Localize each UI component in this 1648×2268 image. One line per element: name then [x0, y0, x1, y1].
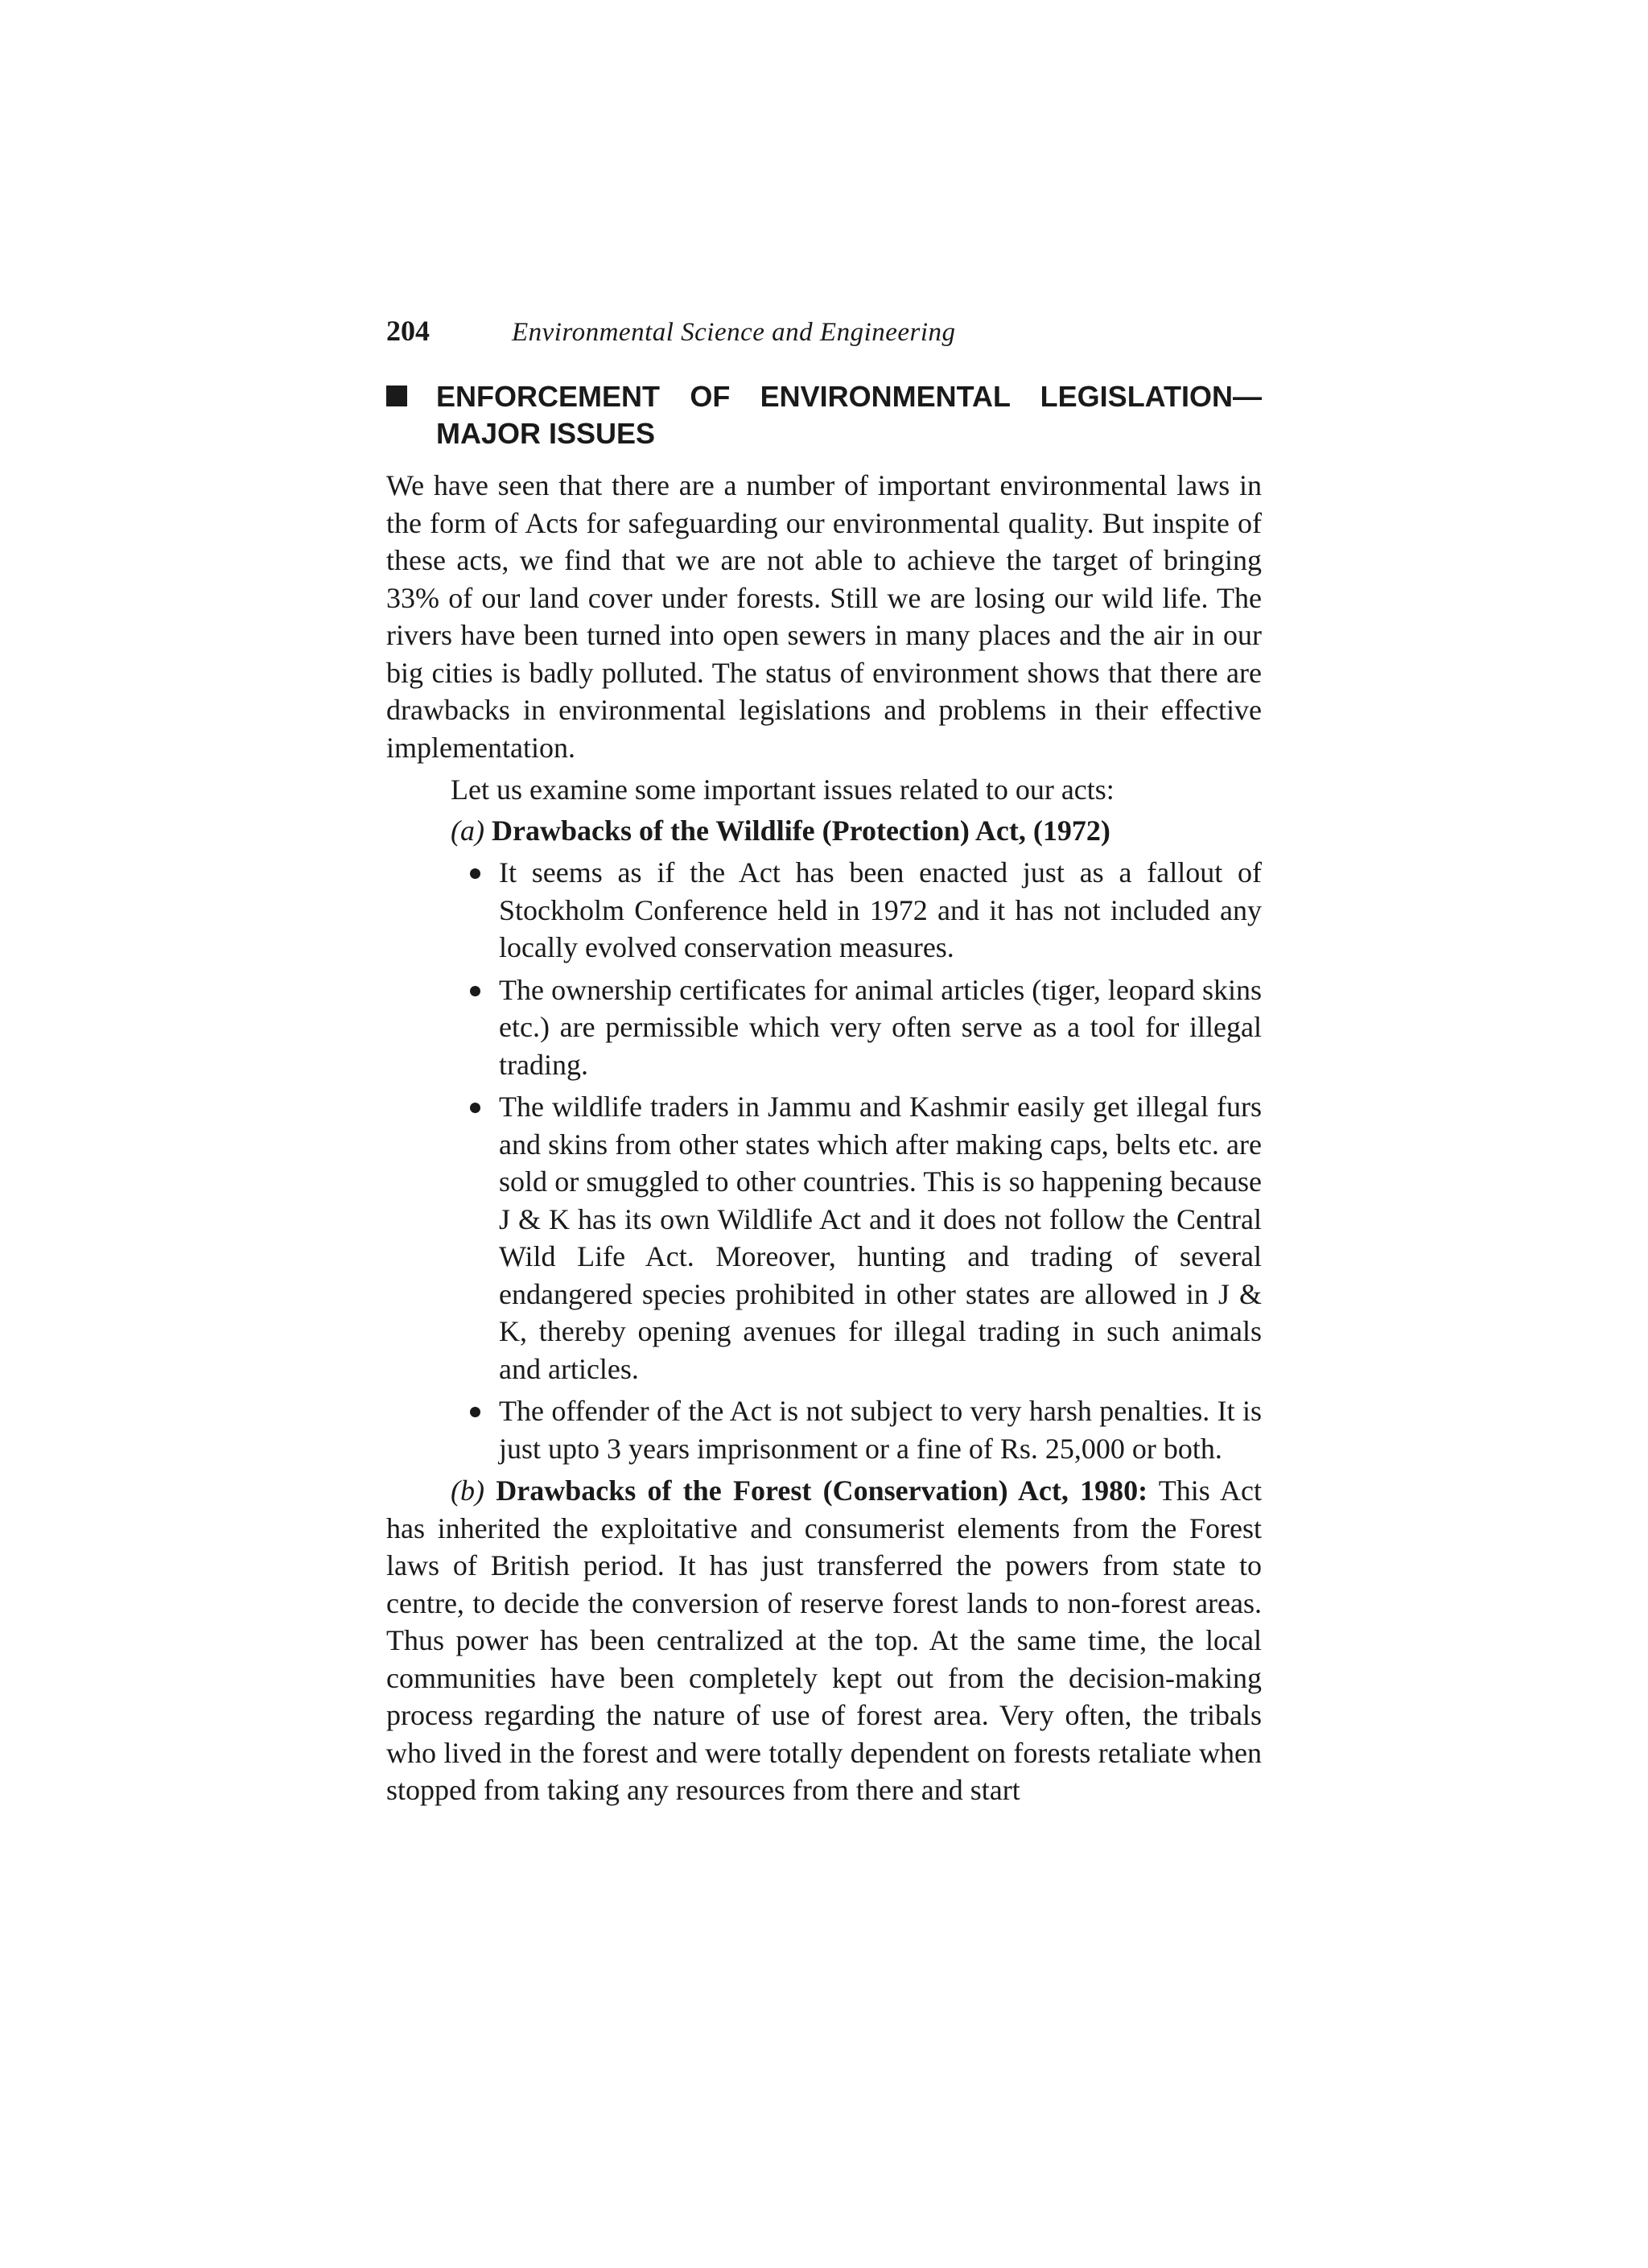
subsection-a-bullet-list: [386, 854, 1262, 1467]
subsection-b-text: This Act has inherited the exploitative and consumerist elements from the Forest laws of British period. It has just transferred the powers from state to centre, to decide the conversion of reserve forest lands to non-forest areas. Thus power has been centralized at the top. At the same time, the local communities have been completely kept out from the decision-making process regarding the nature of use of forest area. Very often, the tribals who lived in the forest and were totally dependent on forests retaliate when stopped from taking any resources from there and start: [386, 1474, 1262, 1806]
lead-in-paragraph: Let us examine some important issues related to our acts:: [451, 773, 1114, 806]
list-item: [499, 1088, 1262, 1388]
section-title-line-2: MAJOR ISSUES: [436, 417, 656, 450]
section-heading: [386, 378, 1262, 452]
bullet-dot-icon: [470, 1407, 480, 1417]
subsection-b-paragraph: [386, 1472, 1262, 1809]
book-title: Environmental Science and Engineering: [512, 318, 956, 347]
subsection-a-heading: [386, 812, 1262, 850]
list-item-text: The wildlife traders in Jammu and Kashmir easily get illegal furs and skins from other states which after making caps, belts etc. are sold or smuggled to other countries. This is so happening because J & K has its own Wildlife Act and it does not follow the Central Wild Life Act. Moreover, hunting and trading of several endangered species prohibited in other states are allowed in J & K, thereby opening avenues for illegal trading in such animals and articles.: [499, 1091, 1262, 1385]
bullet-dot-icon: [470, 986, 480, 996]
document-page: [386, 314, 1262, 1809]
list-item: [499, 971, 1262, 1084]
intro-paragraph: We have seen that there are a number of important environmental laws in the form of Acts for safeguarding our environmental quality. But inspite of these acts, we find that we are not able to achieve the target of bringing 33% of our land cover under forests. Still we are losing our wild life. The rivers have been turned into open sewers in many places and the air in our big cities is badly polluted. The status of environment shows that there are drawbacks in environmental legislations and problems in their effective implementation.: [386, 469, 1262, 764]
section-title: [436, 378, 1262, 452]
running-header: [386, 314, 1262, 359]
subsection-b-label: (b): [451, 1474, 484, 1507]
list-item-text: It seems as if the Act has been enacted just as a fallout of Stockholm Conference held in 1972 and it has not included any locally evolved conservation measures.: [499, 856, 1262, 963]
section-title-line-1: ENFORCEMENT OF ENVIRONMENTAL LEGISLATION—: [436, 380, 1262, 413]
list-item-text: The ownership certificates for animal articles (tiger, leopard skins etc.) are permissible which very often serve as a tool for illegal trading.: [499, 973, 1262, 1081]
bullet-dot-icon: [470, 868, 480, 879]
subsection-b-title: Drawbacks of the Forest (Conservation) Act, 1980:: [496, 1474, 1148, 1507]
list-item: [499, 1392, 1262, 1467]
bullet-dot-icon: [470, 1103, 480, 1113]
page-number: 204: [386, 315, 430, 347]
square-bullet-icon: [386, 386, 407, 406]
subsection-a-title: Drawbacks of the Wildlife (Protection) Act, (1972): [491, 814, 1110, 847]
list-item-text: The offender of the Act is not subject to very harsh penalties. It is just upto 3 years imprisonment or a fine of Rs. 25,000 or both.: [499, 1395, 1262, 1465]
list-item: [499, 854, 1262, 967]
subsection-a-label: (a): [451, 814, 484, 847]
